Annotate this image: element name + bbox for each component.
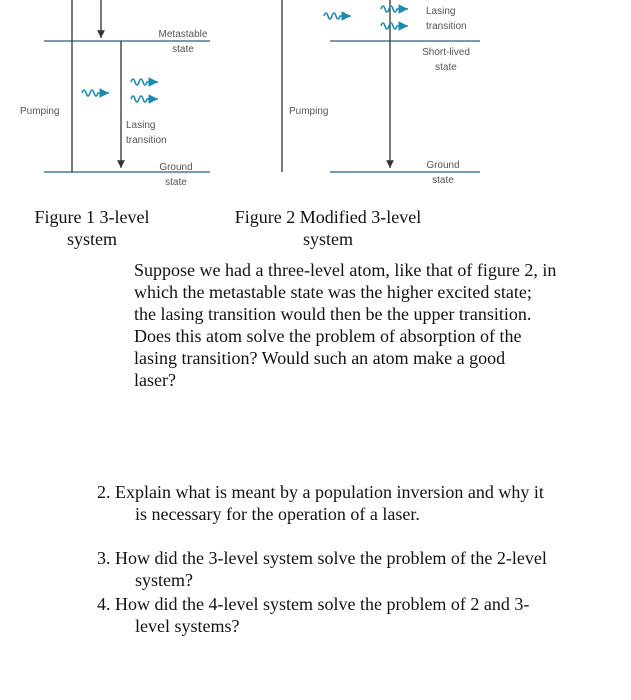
- photon-wave-icon: [381, 6, 408, 12]
- question-3: 3. How did the 3-level system solve the problem of the 2-level system?: [97, 548, 547, 590]
- photon-wave-icon: [131, 79, 158, 85]
- fig2-pumping-label: Pumping: [289, 106, 329, 117]
- figure1-caption: Figure 1 3-level system: [34, 207, 150, 249]
- fig2-shortlived-label: Short-lived state: [422, 47, 470, 73]
- question-4: 4. How did the 4-level system solve the problem of 2 and 3- level systems?: [97, 594, 530, 636]
- energy-level-diagrams: [0, 0, 631, 200]
- fig2-ground-label: Ground state: [426, 160, 460, 186]
- photon-wave-icon: [131, 96, 158, 102]
- figure2-caption: Figure 2 Modified 3-level system: [234, 207, 422, 249]
- photon-wave-icon: [381, 23, 408, 29]
- photon-wave-icon: [324, 13, 351, 19]
- fig1-pumping-label: Pumping: [20, 106, 60, 117]
- question-2: 2. Explain what is meant by a population inversion and why it is necessary for the operation of a laser.: [97, 482, 544, 524]
- fig1-lasing-label: Lasing transition: [126, 120, 167, 146]
- photon-wave-icon: [82, 90, 109, 96]
- fig1-metastable-label: Metastable state: [158, 29, 208, 55]
- fig1-ground-label: Ground state: [159, 162, 193, 188]
- question-paragraph: Suppose we had a three-level atom, like that of figure 2, in which the metastable state was the higher excited state; the lasing transition would then be the upper transition. Does this atom solve the problem of absorption of the lasing transition? Would such an atom make a good laser?: [134, 260, 557, 390]
- fig2-lasing-label: Lasing transition: [426, 6, 467, 32]
